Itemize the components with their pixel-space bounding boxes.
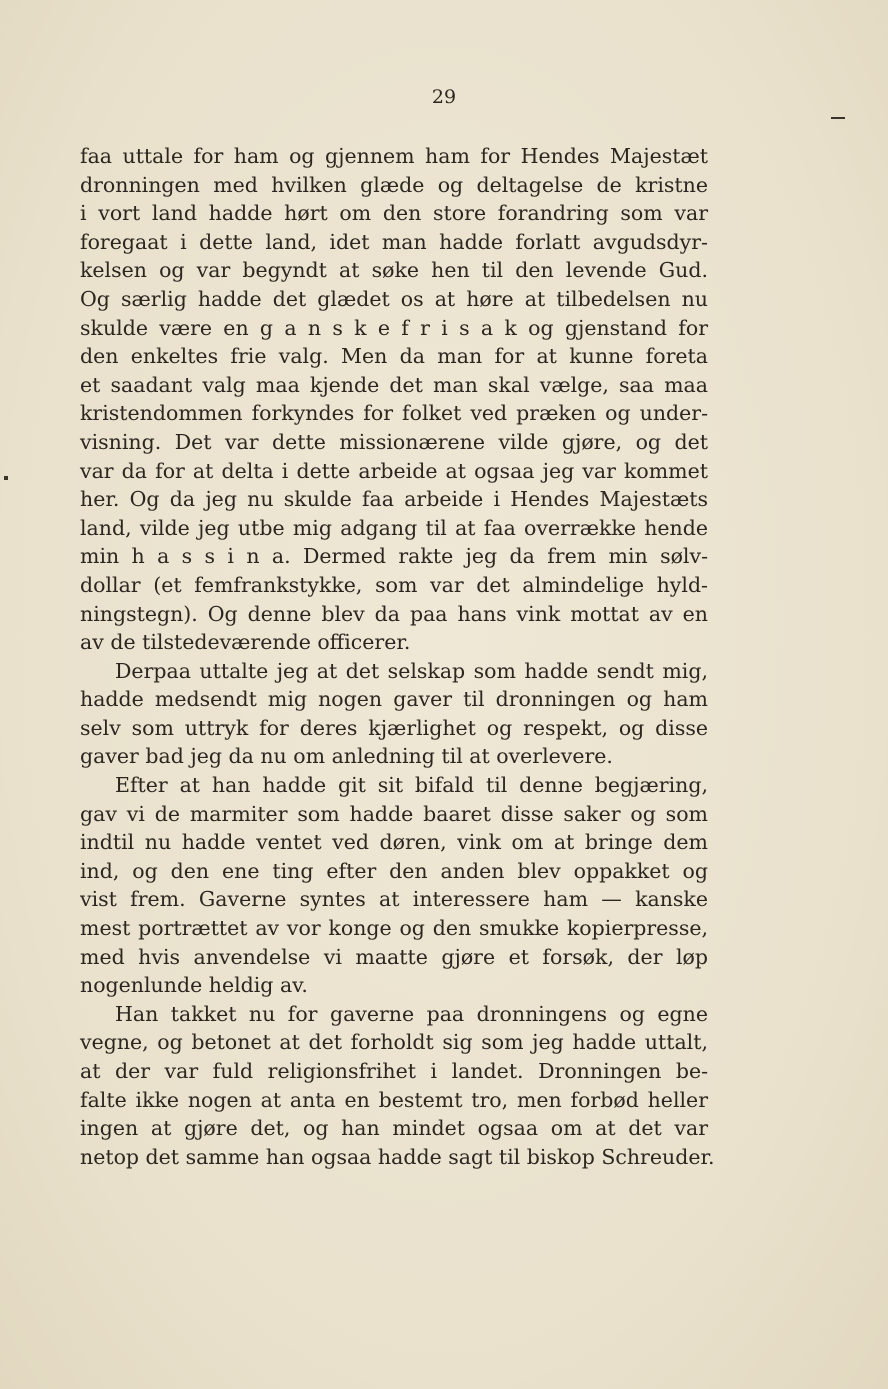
text-line: et saadant valg maa kjende det man skal vælge, saa maa <box>80 372 708 397</box>
text-line: kelsen og var begyndt at søke hen til den levende Gud. <box>80 258 708 283</box>
text-line: var da for at delta i dette arbeide at ogsaa jeg var kommet <box>80 458 708 483</box>
text-line: mest portrættet av vor konge og den smukke kopierpresse, <box>80 916 708 941</box>
text-line: Efter at han hadde git sit bifald til denne begjæring, <box>115 773 708 798</box>
page-number: 29 <box>431 86 457 108</box>
text-line: netop det samme han ogsaa hadde sagt til biskop Schreuder. <box>80 1144 715 1169</box>
margin-dot <box>4 476 8 480</box>
text-line: Han takket nu for gaverne paa dronningens og egne <box>115 1001 708 1026</box>
text-line: gav vi de marmiter som hadde baaret disse saker og som <box>80 801 708 826</box>
text-line: her. Og da jeg nu skulde faa arbeide i Hendes Majestæts <box>80 487 708 512</box>
text-line: skulde være en g a n s k e f r i s a k og gjenstand for <box>80 315 708 340</box>
margin-mark <box>831 117 845 119</box>
text-line: hadde medsendt mig nogen gaver til dronningen og ham <box>80 687 708 712</box>
text-line: den enkeltes frie valg. Men da man for at kunne foreta <box>80 344 708 369</box>
text-line: av de tilstedeværende officerer. <box>80 630 411 655</box>
text-line: gaver bad jeg da nu om anledning til at overlevere. <box>80 744 613 769</box>
text-line: i vort land hadde hørt om den store forandring som var <box>80 201 708 226</box>
text-line: min h a s s i n a. Dermed rakte jeg da frem min sølv- <box>80 544 708 569</box>
text-line: faa uttale for ham og gjennem ham for Hendes Majestæt <box>80 144 708 168</box>
text-line: indtil nu hadde ventet ved døren, vink om at bringe dem <box>80 830 708 855</box>
text-line: land, vilde jeg utbe mig adgang til at faa overrække hende <box>80 515 708 540</box>
text-line: nogenlunde heldig av. <box>80 973 308 998</box>
text-line: vist frem. Gaverne syntes at interessere ham — kanske <box>80 887 708 912</box>
text-line: ningstegn). Og denne blev da paa hans vink mottat av en <box>80 601 708 626</box>
text-line: visning. Det var dette missionærene vilde gjøre, og det <box>80 429 708 454</box>
text-line: selv som uttryk for deres kjærlighet og respekt, og disse <box>80 715 708 740</box>
text-line: Og særlig hadde det glædet os at høre at tilbedelsen nu <box>80 286 708 311</box>
text-line: ind, og den ene ting efter den anden blev oppakket og <box>80 858 708 883</box>
text-line: foregaat i dette land, idet man hadde forlatt avgudsdyr- <box>80 229 708 254</box>
text-line: med hvis anvendelse vi maatte gjøre et forsøk, der løp <box>80 944 708 969</box>
text-line: kristendommen forkyndes for folket ved præken og under- <box>80 401 708 426</box>
text-line: falte ikke nogen at anta en bestemt tro, men forbød heller <box>80 1087 708 1112</box>
body-text <box>80 142 715 1171</box>
text-line: Derpaa uttalte jeg at det selskap som hadde sendt mig, <box>115 658 708 683</box>
text-line: dollar (et femfrankstykke, som var det almindelige hyld- <box>80 572 708 597</box>
text-line: vegne, og betonet at det forholdt sig som jeg hadde uttalt, <box>80 1030 708 1055</box>
text-line: ingen at gjøre det, og han mindet ogsaa om at det var <box>80 1116 708 1141</box>
text-line: at der var fuld religionsfrihet i landet. Dronningen be- <box>80 1059 708 1083</box>
text-line: dronningen med hvilken glæde og deltagelse de kristne <box>80 172 708 197</box>
